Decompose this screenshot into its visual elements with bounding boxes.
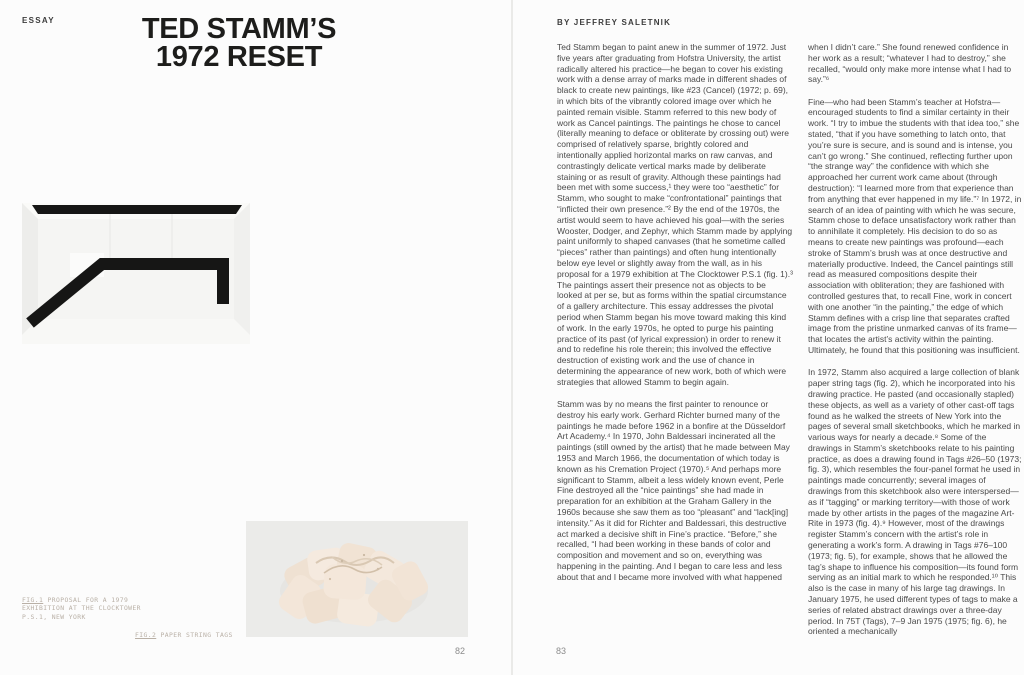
page-number-right: 83: [556, 646, 567, 656]
article-title-line2: 1972 RESET: [155, 40, 323, 73]
author-byline: BY JEFFREY SALETNIK: [557, 18, 672, 27]
figure2-caption-text1: PAPER STRING TAGS: [160, 631, 233, 639]
figure1-caption-line1: [22, 596, 172, 604]
page-number-left: 82: [455, 646, 466, 656]
installation-photo-graphic: [22, 203, 250, 344]
figure1-caption-text3: P.S.1, NEW YORK: [22, 612, 86, 621]
body-paragraph: Stamm was by no means the first painter to renounce or destroy his early work. Gerhard Richter burned many of the paintings he made before 1962 in a bonfire at the Düsseldorf Art Academy.⁴ In 1970, John Baldessari incinerated all the paintings (still owned by the artist) that he made between May 1953 and March 1966, the documentation of which today is known as his Cremation Project (1970).⁵ And perhaps more significant to Stamm, albeit a less widely known event, Perle Fine destroyed all the “nice paintings” she had made in preparation for an exhibition at the Graham Gallery in the 1960s because she saw them as too “pleasant” and “lack[ing] intensity.” As it did for Richter and Baldessari, this destructive act marked a decisive shift in Fine’s practice. “Before,” she recalled, “I had been working in these bands of color and composition and movement and so on, everything was happening in the painting. And I began to care less and less about that and I became more involved with what happened: [557, 399, 790, 582]
figure1-caption-text2: EXHIBITION AT THE CLOCKTOWER: [22, 604, 141, 613]
figure1-caption-text1: PROPOSAL FOR A 1979: [47, 596, 129, 604]
text-column-2: [808, 42, 1022, 649]
tags-photo-graphic: [246, 521, 468, 637]
figure2-label: FIG.2: [135, 631, 157, 639]
article-title-line1: TED STAMM’S: [141, 13, 337, 45]
text-column-1: [557, 42, 793, 594]
body-paragraph: when I didn’t care.” She found renewed confidence in her work as a result; “whatever I had to destroy,” she recalled, “would only make more intense what I had to say.”⁶: [808, 42, 1012, 85]
essay-kicker: ESSAY: [22, 16, 55, 25]
body-paragraph: Fine—who had been Stamm’s teacher at Hofstra—encouraged students to find a similar certainty in their work. “I try to imbue the students with that idea too,” she stated, “that if you have something to latch onto, that you’re sure is secure, and is sound and is intense, you can’t go wrong.” She continued, reflecting further upon “the strange way” the confidence with which she approached her current work came about (through destruction): “I learned more from that experience than from anything that ever happened in my life.”⁷ In 1972, in search of an idea of painting with which he was secure, Stamm chose to deface unsatisfactory work rather than to annihilate it completely. His decision to do so as means to create new paintings was profound—each stroke of Stamm’s brush was at once destructive and materially productive. Indeed, the Cancel paintings still read as measured compositions despite their association with obliteration; they are fashioned with controlled gestures that, to recall Fine, work in concert with one another “in the painting,” the edge of which Stamm defines with a crisp line that separates crafted image from the pristine unmarked canvas of its frame—that locates the artist’s activity within the painting. Ultimately, he found that this positioning was insufficient.: [808, 96, 1022, 356]
article-title: [94, 13, 384, 73]
figure2-tags-photo: [246, 521, 468, 637]
page-gutter-divider: [511, 0, 513, 675]
figure1-label: FIG.1: [22, 596, 44, 604]
figure1-installation-photo: [22, 203, 250, 344]
body-paragraph: In 1972, Stamm also acquired a large collection of blank paper string tags (fig. 2), which he incorporated into his drawing practice. He pasted (and occasionally stapled) these objects, as well as a variety of other cast-off tags found as he walked the streets of New York into the pages of several small sketchbooks, which he marked in various ways for nearly a decade.⁸ Some of the drawings in Stamm’s sketchbooks relate to his painting practice, as does a drawing found in Tags #26–50 (1973; fig. 3), which resembles the four-panel format he used in paintings made concurrently; several images of drawings from this sketchbook also were interspersed—as if “tagging” or marking territory—with those of work made by other artists in the pages of the magazine Art-Rite in 1973 (fig. 4).⁹ However, most of the drawings register Stamm’s concern with the artist’s role in generating a work’s form. A drawing in Tags #76–100 (1973; fig. 5), for example, shows that he allowed the tag’s shape to influence his composition—its found form serving as an initial mark to which he responded.¹⁰ This also is the case in many of his large tag drawings. In January 1975, he used different types of tags to make a series of related abstract drawings over a three-day period. In 75T (Tags), 7–9 Jan 1975 (1975; fig. 6), he oriented a mechanically: [808, 367, 1022, 637]
figure1-caption: [22, 596, 172, 621]
body-paragraph: Ted Stamm began to paint anew in the summer of 1972. Just five years after graduating from Hofstra University, the artist radically altered his practice—he began to cover his existing work with a dense array of marks made in different shades of black to create new paintings, like #23 (Cancel) (1972; p. 69), in which bits of the vibrantly colored image over which he painted remain visible. Stamm referred to this new body of work as Cancel paintings. The paintings he chose to cancel (literally meaning to deface or obliterate by crossing out) were comprised of relatively sparse, brightly colored and intentionally applied horizontal marks on raw canvas, and contrastingly delicate vertical marks made by deliberate staining or as result of gravity. Although these paintings had been met with some success,¹ they were too “aesthetic” for Stamm, who sought to make “confrontational” paintings that “inflicted their own presence.”² By the end of the 1970s, the artist would seem to have achieved his goal—with the series Wooster, Dodger, and Zephyr, which Stamm made by applying paint uniformly to shaped canvases (that he sometime called “pieces” rather than paintings) and often hung intentionally below eye level or slightly away from the wall, as in his proposal for a 1979 exhibition at The Clocktower P.S.1 (fig. 1).³ The paintings assert their presence not as objects to be looked at per se, but as forms within the spatial circumstance of a gallery architecture. This essay addresses the pivotal period when Stamm began his move toward making this kind of work. In the early 1970s, he opted to purge his painting practice of its past (of lyrical expression) in order to renew it and to redefine his role therein; this involved the effective destruction of existing work and the use of chance in determining the appearance of new work, both of which were strategies that allowed Stamm to begin again.: [557, 42, 793, 387]
figure2-caption: [135, 631, 345, 639]
